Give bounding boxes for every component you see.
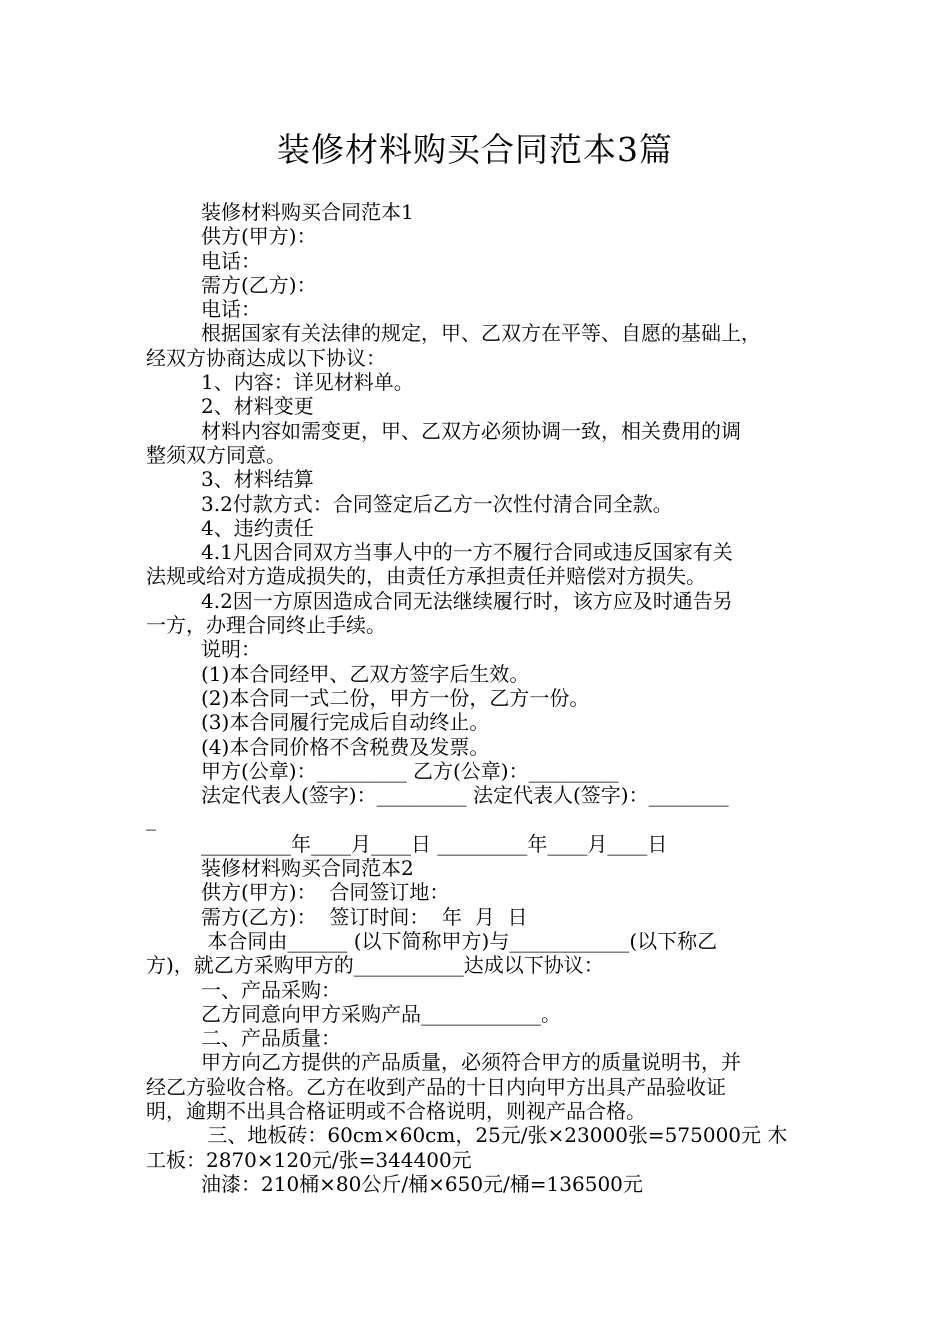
document-line: 说明： bbox=[201, 637, 261, 662]
document-line: 三、地板砖：60cm×60cm，25元/张×23000张=575000元 木 bbox=[201, 1123, 788, 1148]
document-line: 甲方向乙方提供的产品质量，必须符合甲方的质量说明书，并 bbox=[201, 1050, 741, 1075]
document-line: 一方，办理合同终止手续。 bbox=[146, 613, 386, 638]
document-line: 方)，就乙方采购甲方的___________达成以下协议： bbox=[146, 953, 604, 978]
document-line: 2、材料变更 bbox=[201, 394, 314, 419]
document-line: 经双方协商达成以下协议： bbox=[146, 345, 386, 370]
document-line: 一、产品采购： bbox=[201, 977, 341, 1002]
document-line: 需方(乙方)： bbox=[201, 272, 317, 297]
document-line: 供方(甲方)： 合同签订地： bbox=[201, 880, 450, 905]
document-line: (4)本合同价格不含税费及发票。 bbox=[201, 734, 490, 759]
document-line: _________年____月____日 _________年____月____日 bbox=[201, 831, 668, 856]
document-line: 乙方同意向甲方采购产品____________。 bbox=[201, 1001, 561, 1026]
document-line: 二、产品质量： bbox=[201, 1026, 341, 1051]
document-line: _ bbox=[146, 807, 156, 832]
document-line: 材料内容如需变更，甲、乙双方必须协调一致，相关费用的调 bbox=[201, 418, 741, 443]
document-line: 4.1凡因合同双方当事人中的一方不履行合同或违反国家有关 bbox=[201, 540, 733, 565]
document-body bbox=[146, 200, 806, 1196]
document-line: 装修材料购买合同范本2 bbox=[201, 856, 414, 881]
document-line: 4、违约责任 bbox=[201, 515, 314, 540]
document-line: 经乙方验收合格。乙方在收到产品的十日内向甲方出具产品验收证 bbox=[146, 1074, 726, 1099]
document-line: 供方(甲方)： bbox=[201, 224, 317, 249]
document-line: 整须双方同意。 bbox=[146, 442, 286, 467]
document-line: (2)本合同一式二份，甲方一份，乙方一份。 bbox=[201, 685, 590, 710]
document-line: 需方(乙方)： 签订时间： 年 月 日 bbox=[201, 904, 528, 929]
document-line: (1)本合同经甲、乙双方签字后生效。 bbox=[201, 661, 530, 686]
document-line: 明，逾期不出具合格证明或不合格说明，则视产品合格。 bbox=[146, 1098, 646, 1123]
document-line: 电话： bbox=[201, 297, 261, 322]
document-line: 法定代表人(签字)：_________ 法定代表人(签字)：________ bbox=[201, 783, 729, 808]
document-line: (3)本合同履行完成后自动终止。 bbox=[201, 710, 490, 735]
document-line: 根据国家有关法律的规定，甲、乙双方在平等、自愿的基础上， bbox=[201, 321, 761, 346]
document-line: 装修材料购买合同范本1 bbox=[201, 200, 414, 224]
document-line: 4.2因一方原因造成合同无法继续履行时，该方应及时通告另 bbox=[201, 588, 733, 613]
document-line: 甲方(公章)：_________ 乙方(公章)：_________ bbox=[201, 758, 619, 783]
document-line: 3.2付款方式：合同签定后乙方一次性付清合同全款。 bbox=[201, 491, 673, 516]
document-line: 本合同由______ (以下简称甲方)与____________(以下称乙 bbox=[201, 928, 718, 953]
document-line: 1、内容：详见材料单。 bbox=[201, 370, 414, 395]
document-line: 工板：2870×120元/张=344400元 bbox=[146, 1147, 472, 1172]
document-line: 法规或给对方造成损失的，由责任方承担责任并赔偿对方损失。 bbox=[146, 564, 706, 589]
document-line: 油漆：210桶×80公斤/桶×650元/桶=136500元 bbox=[201, 1171, 643, 1196]
document-title: 装修材料购买合同范本3篇 bbox=[277, 130, 673, 169]
document-line: 3、材料结算 bbox=[201, 467, 314, 492]
document-line: 电话： bbox=[201, 248, 261, 273]
